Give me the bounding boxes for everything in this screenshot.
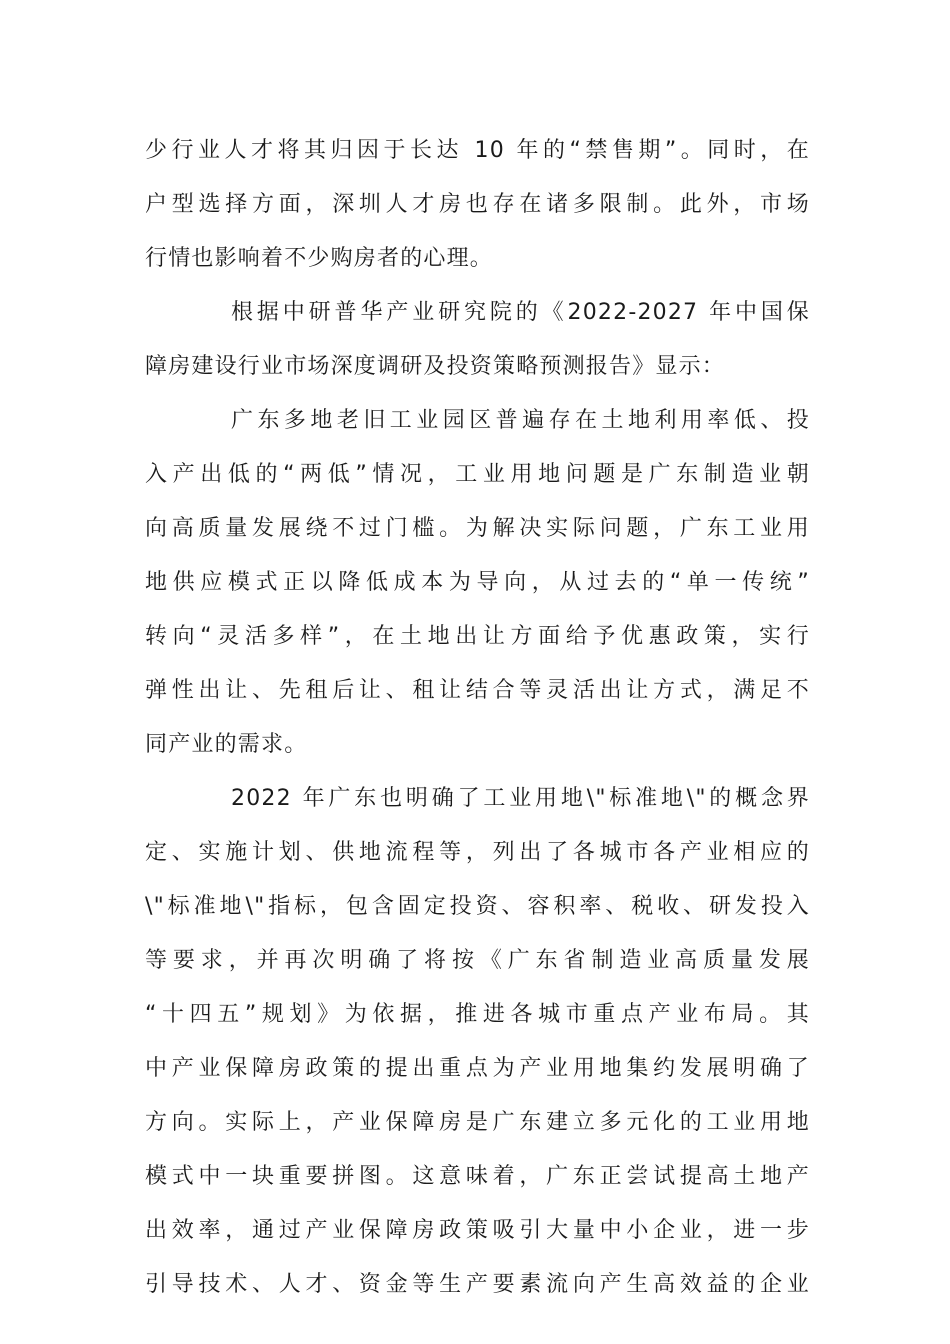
paragraph-line: 向高质量发展绕不过门槛。为解决实际问题，广东工业用 — [145, 516, 810, 541]
paragraph-line: 行情也影响着不少购房者的心理。 — [145, 246, 494, 271]
body-text — [145, 124, 810, 1312]
paragraph-line: 引导技术、人才、资金等生产要素流向产生高效益的企业 — [145, 1272, 810, 1297]
paragraph-line: 少行业人才将其归因于长达 10 年的“禁售期”。同时，在 — [145, 138, 810, 163]
paragraph-line: 中产业保障房政策的提出重点为产业用地集约发展明确了 — [145, 1056, 810, 1081]
paragraph-line: 方向。实际上，产业保障房是广东建立多元化的工业用地 — [145, 1110, 810, 1135]
paragraph-line: 根据中研普华产业研究院的《2022-2027 年中国保 — [231, 300, 810, 325]
paragraph-line: 等要求，并再次明确了将按《广东省制造业高质量发展 — [145, 948, 810, 973]
paragraph-line: 2022 年广东也明确了工业用地\"标准地\"的概念界 — [231, 786, 810, 811]
paragraph-line: 障房建设行业市场深度调研及投资策略预测报告》显示： — [145, 354, 726, 379]
paragraph-line: “十四五”规划》为依据，推进各城市重点产业布局。其 — [145, 1002, 810, 1027]
paragraph-line: 广东多地老旧工业园区普遍存在土地利用率低、投 — [231, 408, 810, 433]
paragraph-line: \"标准地\"指标，包含固定投资、容积率、税收、研发投入 — [145, 894, 810, 919]
paragraph-line: 地供应模式正以降低成本为导向，从过去的“单一传统” — [145, 570, 810, 595]
paragraph-line: 户型选择方面，深圳人才房也存在诸多限制。此外，市场 — [145, 192, 810, 217]
paragraph-line: 弹性出让、先租后让、租让结合等灵活出让方式，满足不 — [145, 678, 810, 703]
paragraph-line: 转向“灵活多样”，在土地出让方面给予优惠政策，实行 — [145, 624, 810, 649]
paragraph-line: 同产业的需求。 — [145, 732, 308, 757]
paragraph-line: 出效率，通过产业保障房政策吸引大量中小企业，进一步 — [145, 1218, 810, 1243]
paragraph-line: 定、实施计划、供地流程等，列出了各城市各产业相应的 — [145, 840, 810, 865]
paragraph-line: 模式中一块重要拼图。这意味着，广东正尝试提高土地产 — [145, 1164, 810, 1189]
paragraph-line: 入产出低的“两低”情况，工业用地问题是广东制造业朝 — [145, 462, 810, 487]
